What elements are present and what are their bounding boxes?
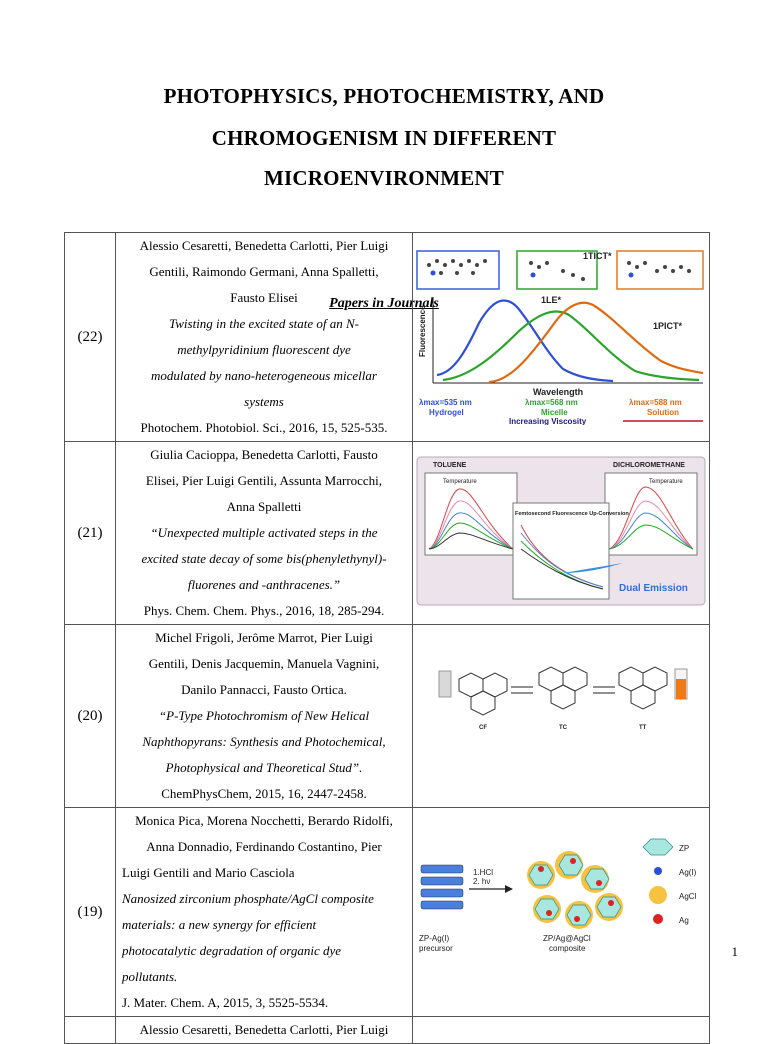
paper-entry xyxy=(116,808,413,1017)
spectrum-curve xyxy=(489,302,703,381)
spectrum-curve xyxy=(437,300,613,381)
paper-citation: ChemPhysChem, 2015, 16, 2447-2458. xyxy=(161,786,367,801)
paper-title: modulated by nano-heterogeneous micellar xyxy=(151,368,377,383)
paper-authors: Gentili, Raimondo Germani, Anna Spalletti, xyxy=(149,264,379,279)
paper-entry xyxy=(116,442,413,625)
paper-title: methylpyridinium fluorescent dye xyxy=(177,342,351,357)
paper-title: pollutants. xyxy=(122,969,178,984)
paper-figure xyxy=(413,442,710,625)
paper-authors: Giulia Cacioppa, Benedetta Carlotti, Fausto xyxy=(150,447,378,462)
paper-title: “P-Type Photochromism of New Helical xyxy=(158,708,370,723)
page-number: 1 xyxy=(731,944,738,959)
paper-entry xyxy=(116,1017,413,1044)
lambda-value: λmax=588 nm xyxy=(629,397,682,407)
paper-row xyxy=(65,1017,710,1044)
paper-authors: Monica Pica, Morena Nocchetti, Berardo Ridolfi, xyxy=(135,813,393,828)
paper-authors: Danilo Pannacci, Fausto Ortica. xyxy=(181,682,347,697)
precursor-label: ZP-Ag(I) xyxy=(419,933,450,943)
paper-citation: Photochem. Photobiol. Sci., 2016, 15, 525-535. xyxy=(140,420,388,435)
legend-label: ZP xyxy=(679,843,690,853)
fluorescence-figure xyxy=(413,245,709,425)
paper-entry xyxy=(116,233,413,442)
paper-row xyxy=(65,808,710,1017)
paper-title: Nanosized zirconium phosphate/AgCl composite xyxy=(122,891,374,906)
paper-number: (19) xyxy=(65,808,116,1017)
paper-title: Photophysical and Theoretical Stud”. xyxy=(165,760,363,775)
paper-row xyxy=(65,442,710,625)
precursor-label: precursor xyxy=(419,943,453,953)
solvent-label: DICHLOROMETHANE xyxy=(613,461,685,469)
paper-title: Naphthopyrans: Synthesis and Photochemical, xyxy=(142,734,386,749)
step-label: 2. hν xyxy=(473,876,491,886)
paper-authors: Anna Spalletti xyxy=(226,499,302,514)
composite-cluster xyxy=(527,851,623,929)
paper-title: materials: a new synergy for efficient xyxy=(122,917,317,932)
composite-figure xyxy=(413,835,709,985)
paper-number: (22) xyxy=(65,233,116,442)
paper-number: (20) xyxy=(65,625,116,808)
legend-label: Ag(I) xyxy=(679,867,697,877)
viscosity-label: Increasing Viscosity xyxy=(509,416,587,425)
lambda-value: λmax=568 nm xyxy=(525,397,578,407)
isomer-label: TC xyxy=(559,724,567,731)
paper-authors: Anna Donnadio, Ferdinando Costantino, Pier xyxy=(146,839,382,854)
paper-authors: Alessio Cesaretti, Benedetta Carlotti, Pier Luigi xyxy=(139,1022,389,1037)
paper-authors: Luigi Gentili and Mario Casciola xyxy=(122,865,295,880)
paper-citation: J. Mater. Chem. A, 2015, 3, 5525-5534. xyxy=(122,995,329,1010)
doc-title-line-3: MICROENVIRONMENT xyxy=(263,166,505,190)
legend-label: Ag xyxy=(679,915,689,925)
paper-title: Twisting in the excited state of an N- xyxy=(168,316,360,331)
isomer-label: CF xyxy=(479,724,487,731)
section-title: Papers in Journals xyxy=(329,296,439,311)
paper-number: (21) xyxy=(65,442,116,625)
state-label: 1TICT* xyxy=(583,250,612,261)
x-axis-label: Wavelength xyxy=(533,386,584,397)
method-label: Femtosecond Fluorescence Up-Conversion xyxy=(515,510,629,517)
papers-table xyxy=(64,232,710,1044)
y-axis-label: Fluorescence xyxy=(418,304,427,357)
paper-authors: Elisei, Pier Luigi Gentili, Assunta Marrocchi, xyxy=(145,473,383,488)
dual-emission-badge: Dual Emission xyxy=(619,582,688,594)
temperature-label: Temperature xyxy=(443,478,477,485)
paper-number xyxy=(65,1017,116,1044)
composite-label: ZP/Ag@AgCl xyxy=(543,933,591,943)
upconversion-figure xyxy=(413,453,709,609)
paper-title: excited state decay of some bis(phenylethynyl)- xyxy=(141,551,387,566)
photochromism-figure xyxy=(413,639,709,789)
temperature-label: Temperature xyxy=(649,478,683,485)
paper-title: systems xyxy=(244,394,284,409)
paper-title: photocatalytic degradation of organic dye xyxy=(122,943,342,958)
solvent-label: TOLUENE xyxy=(433,461,467,469)
paper-authors: Fausto Elisei xyxy=(230,290,298,305)
lambda-medium: Micelle xyxy=(541,407,568,417)
paper-row xyxy=(65,625,710,808)
paper-authors: Alessio Cesaretti, Benedetta Carlotti, Pier Luigi xyxy=(139,238,389,253)
paper-entry xyxy=(116,625,413,808)
state-label: 1PICT* xyxy=(653,320,683,331)
paper-title: fluorenes and -anthracenes.” xyxy=(187,577,341,592)
paper-figure xyxy=(413,1017,710,1044)
lambda-medium: Solution xyxy=(647,407,679,417)
paper-title: “Unexpected multiple activated steps in the xyxy=(150,525,378,540)
doc-title-line-1: PHOTOPHYSICS, PHOTOCHEMISTRY, AND xyxy=(163,84,605,108)
composite-label: composite xyxy=(549,943,586,953)
isomer-label: TT xyxy=(639,724,647,731)
paper-authors: Michel Frigoli, Jerôme Marrot, Pier Luigi xyxy=(155,630,373,645)
paper-figure xyxy=(413,808,710,1017)
paper-figure xyxy=(413,233,710,442)
lambda-value: λmax=535 nm xyxy=(419,397,472,407)
legend-label: AgCl xyxy=(679,891,697,901)
state-label: 1LE* xyxy=(541,294,562,305)
lambda-medium: Hydrogel xyxy=(429,407,464,417)
paper-figure xyxy=(413,625,710,808)
doc-title-line-2: CHROMOGENISM IN DIFFERENT xyxy=(211,126,557,150)
paper-row xyxy=(65,233,710,442)
paper-citation: Phys. Chem. Chem. Phys., 2016, 18, 285-294. xyxy=(143,603,385,618)
step-label: 1.HCl xyxy=(473,867,494,877)
paper-authors: Gentili, Denis Jacquemin, Manuela Vagnini, xyxy=(148,656,380,671)
